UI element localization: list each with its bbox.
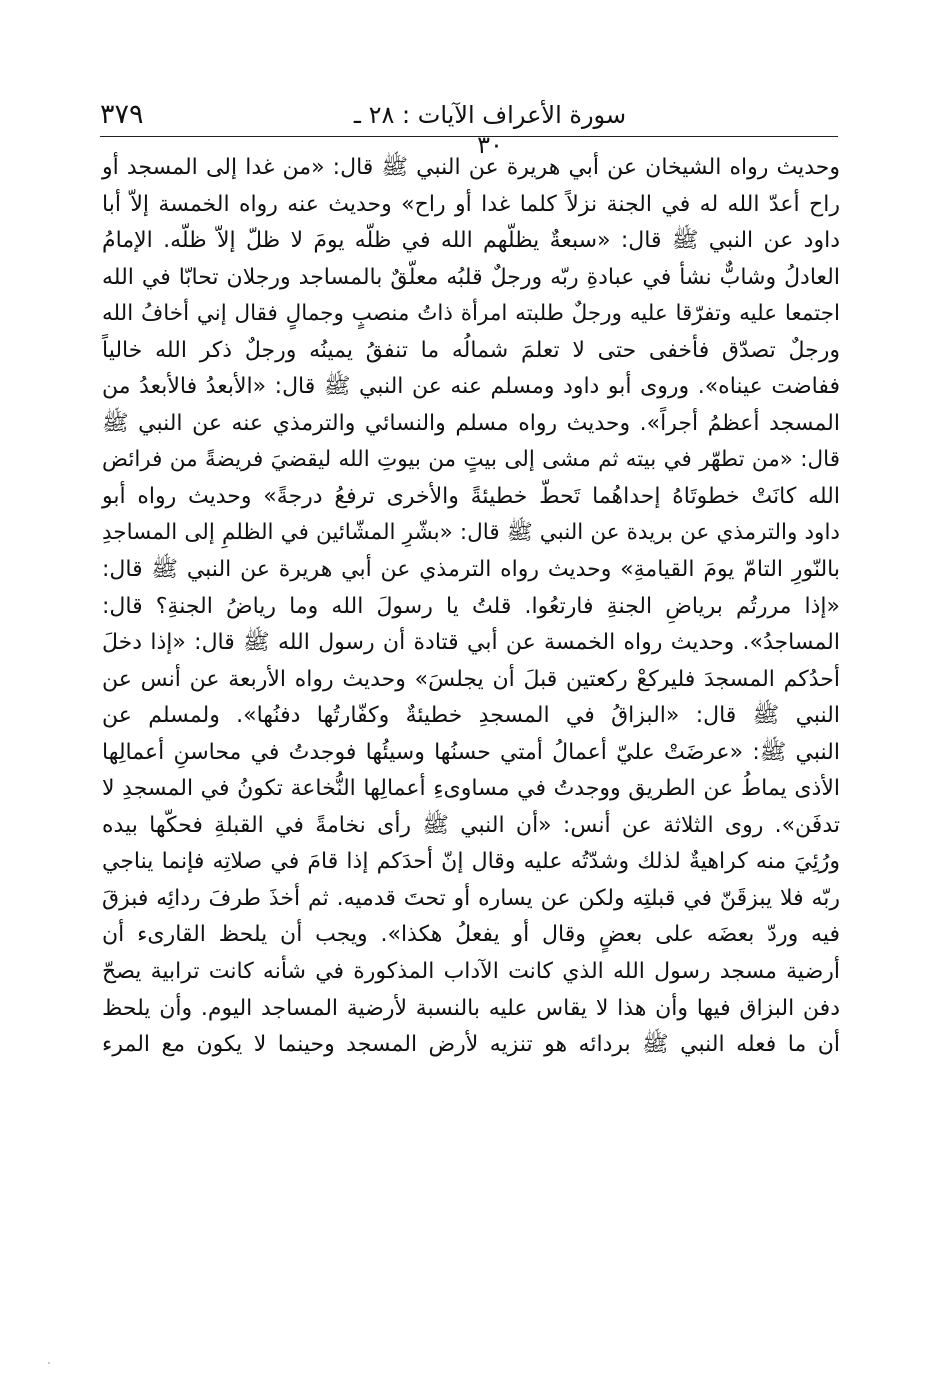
- text-line: أرضية مسجد رسول الله الذي كانت الآداب المذكورة في شأنه كانت ترابية يصحّ: [102, 959, 840, 985]
- text-line: أن ما فعله النبي ﷺ بردائه هو تنزيه لأرض المسجد وحينما لا يكون مع المرء: [102, 1032, 840, 1058]
- text-line: داود والترمذي عن بريدة عن النبي ﷺ قال: «بشّرِ المشّائين في الظلمِ إلى المساجدِ: [102, 520, 840, 546]
- text-line: الله كانَتْ خطوتَاهُ إحداهُما تَحطّ خطيئةً والأخرى ترفعُ درجةً» وحديث رواه أبو: [102, 483, 840, 509]
- page-header: [100, 98, 838, 159]
- running-title: سورة الأعراف الآيات : ٢٨ ـ ٣٠: [353, 101, 627, 159]
- text-line: النبي ﷺ قال: «البزاقُ في المسجدِ خطيئةٌ وكفّارتُها دفنُها». ولمسلم عن: [102, 703, 840, 729]
- text-line: ورُئِيَ منه كراهيةٌ لذلك وشدّتُه عليه وقال إنّ أحدَكم إذا قامَ في صلاتِه فإنما يناجي: [102, 849, 840, 875]
- text-line: راح أعدّ الله له في الجنة نزلاً كلما غدا أو راح» وحديث عنه رواه الخمسة إلاّ أبا: [102, 191, 840, 217]
- text-line: فيه وردّ بعضَه على بعضٍ وقال أو يفعلُ هكذا». ويجب أن يلحظ القارىء أن: [102, 922, 840, 948]
- text-line: وحديث رواه الشيخان عن أبي هريرة عن النبي ﷺ قال: «من غدا إلى المسجد أو: [102, 155, 840, 180]
- text-line: النبي ﷺ: «عرضَتْ عليّ أعمالُ أمتي حسنُها وسيئُها فوجدتُ في محاسنِ أعمالِها: [102, 739, 840, 765]
- text-line: بالنّورِ التامّ يومَ القيامةِ» وحديث رواه الترمذي عن أبي هريرة عن النبي ﷺ قال:: [102, 557, 840, 583]
- text-line: داود عن النبي ﷺ قال: «سبعةٌ يظلّهم الله في ظلّه يومَ لا ظلّ إلاّ ظلّه. الإمامُ: [102, 228, 840, 254]
- scan-speck: [48, 1362, 50, 1364]
- text-line: ورجلٌ تصدّق فأخفى حتى لا تعلمَ شمالُه ما تنفقُ يمينُه ورجلٌ ذكر الله خالياً: [102, 337, 840, 363]
- text-line: ففاضت عيناه». وروى أبو داود ومسلم عنه عن النبي ﷺ قال: «الأبعدُ فالأبعدُ من: [102, 374, 840, 400]
- header-rule: [100, 136, 838, 137]
- text-line: المسجد أعظمُ أجراً». وحديث رواه مسلم والنسائي والترمذي عنه عن النبي ﷺ: [102, 410, 840, 436]
- text-line: دفن البزاق فيها وأن هذا لا يقاس عليه بالنسبة لأرضية المساجد اليوم. وأن يلحظ: [102, 995, 840, 1021]
- text-line: العادلُ وشابٌّ نشأ في عبادةِ ربّه ورجلٌ قلبُه معلّقٌ بالمساجد ورجلان تحابّا في الله: [102, 264, 840, 290]
- body-text: [102, 150, 840, 1064]
- text-line: «إذا مررتُم برياضِ الجنةِ فارتعُوا. قلتُ يا رسولَ الله وما رياضُ الجنةِ؟ قال:: [102, 593, 840, 619]
- text-line: المساجدُ». وحديث رواه الخمسة عن أبي قتادة أن رسول الله ﷺ قال: «إذا دخلَ: [102, 630, 840, 656]
- text-line: اجتمعا عليه وتفرّقا عليه ورجلٌ طلبته امرأة ذاتُ منصبٍ وجمالٍ فقال إني أخافُ الله: [102, 301, 840, 327]
- text-line: أحدُكم المسجدَ فليركعْ ركعتين قبلَ أن يجلسَ» وحديث رواه الأربعة عن أنس عن: [102, 666, 840, 692]
- text-line: تدفَن». روى الثلاثة عن أنس: «أن النبي ﷺ رأى نخامةً في القبلةِ فحكّها بيده: [102, 812, 840, 838]
- text-line: الأذى يماطُ عن الطريق ووجدتُ في مساوىءِ أعمالِها النُّخاعة تكونُ في المسجدِ لا: [102, 776, 840, 802]
- page-number: ٣٧٩: [100, 99, 144, 130]
- text-line: قال: «من تطهّر في بيته ثم مشى إلى بيتٍ من بيوتِ الله ليقضيَ فريضةً من فرائض: [102, 447, 840, 473]
- text-line: ربّه فلا يبزقَنّ في قبلتِه ولكن عن يساره أو تحتَ قدميه. ثم أخذَ طرفَ ردائِه فبزقَ: [102, 885, 840, 911]
